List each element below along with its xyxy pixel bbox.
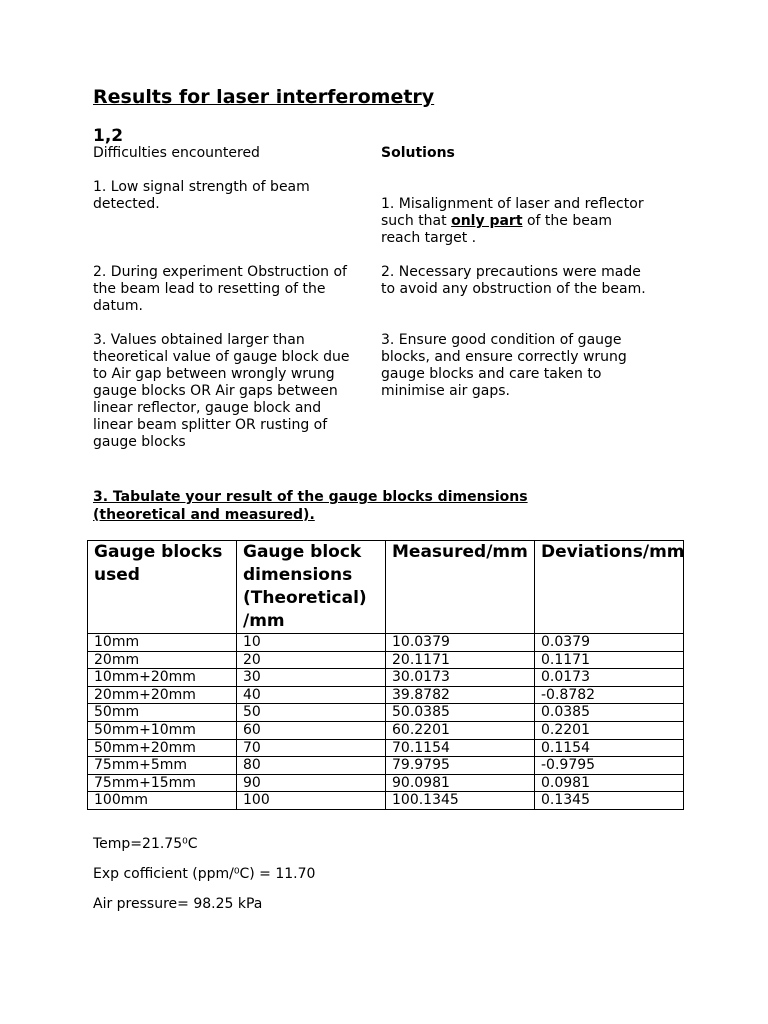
table-cell: 0.2201 [535, 721, 684, 739]
solution-item: 2. Necessary precautions were made to avoid any obstruction of the beam. [381, 264, 646, 297]
table-cell: 90 [237, 774, 386, 792]
page-title: Results for laser interferometry [93, 86, 435, 108]
table-cell: -0.9795 [535, 757, 684, 775]
table-cell: 0.1345 [535, 792, 684, 810]
solution-emphasis: only part [451, 213, 523, 229]
table-cell: 60.2201 [386, 721, 535, 739]
difficulties-header: Difficulties encountered [93, 145, 260, 161]
table-cell: 10.0379 [386, 634, 535, 652]
table-cell: 50mm [88, 704, 237, 722]
table-row [88, 739, 684, 757]
table-header-row [88, 541, 684, 634]
difficulty-item: 2. During experiment Obstruction of the beam lead to resetting of the datum. [93, 264, 347, 314]
table-cell: 0.1171 [535, 651, 684, 669]
table-heading: 3. Tabulate your result of the gauge blocks dimensions (theoretical and measured). [93, 489, 528, 523]
air-pressure: Air pressure= 98.25 kPa [93, 896, 263, 912]
column-header: Deviations/mm [535, 541, 684, 634]
table-cell: 100 [237, 792, 386, 810]
solution-text: 1. Misalignment of laser and reflector such that [381, 196, 644, 229]
table-cell: 50.0385 [386, 704, 535, 722]
table-row [88, 774, 684, 792]
table-cell: 0.1154 [535, 739, 684, 757]
table-cell: 20 [237, 651, 386, 669]
table-row [88, 757, 684, 775]
table-cell: 39.8782 [386, 686, 535, 704]
table-cell: 0.0385 [535, 704, 684, 722]
table-cell: 79.9795 [386, 757, 535, 775]
table-cell: 20mm [88, 651, 237, 669]
solution-item [381, 179, 651, 247]
table-row [88, 686, 684, 704]
column-header: Measured/mm [386, 541, 535, 634]
table-cell: 75mm+15mm [88, 774, 237, 792]
results-table [87, 540, 684, 810]
section-number: 1,2 [93, 126, 124, 146]
table-row [88, 669, 684, 687]
table-cell: 50mm+20mm [88, 739, 237, 757]
table-cell: 40 [237, 686, 386, 704]
difficulty-item: 1. Low signal strength of beam detected. [93, 179, 310, 212]
table-cell: 75mm+5mm [88, 757, 237, 775]
table-cell: 20mm+20mm [88, 686, 237, 704]
table-cell: 50 [237, 704, 386, 722]
table-row [88, 792, 684, 810]
table-row [88, 651, 684, 669]
table-cell: 70.1154 [386, 739, 535, 757]
table-cell: 30 [237, 669, 386, 687]
temperature: Temp=21.75⁰C [93, 836, 198, 852]
table-cell: 60 [237, 721, 386, 739]
solution-item: 3. Ensure good condition of gauge blocks, and ensure correctly wrung gauge blocks and care taken to minimise air gaps. [381, 332, 627, 399]
table-cell: 100mm [88, 792, 237, 810]
table-cell: 20.1171 [386, 651, 535, 669]
table-cell: 0.0981 [535, 774, 684, 792]
table-cell: 30.0173 [386, 669, 535, 687]
table-cell: 10 [237, 634, 386, 652]
table-cell: 90.0981 [386, 774, 535, 792]
table-cell: 10mm+20mm [88, 669, 237, 687]
column-header: Gauge block dimensions (Theoretical) /mm [237, 541, 386, 634]
column-header: Gauge blocks used [88, 541, 237, 634]
expansion-coefficient: Exp cofficient (ppm/⁰C) = 11.70 [93, 866, 316, 882]
table-cell: 80 [237, 757, 386, 775]
table-cell: 100.1345 [386, 792, 535, 810]
table-cell: 50mm+10mm [88, 721, 237, 739]
table-cell: 0.0379 [535, 634, 684, 652]
table-row [88, 634, 684, 652]
table-cell: -0.8782 [535, 686, 684, 704]
table-cell: 0.0173 [535, 669, 684, 687]
table-cell: 70 [237, 739, 386, 757]
table-row [88, 721, 684, 739]
difficulty-item: 3. Values obtained larger than theoretical value of gauge block due to Air gap between wrongly wrung gauge blocks OR Air gaps between linear reflector, gauge block and linear beam splitter OR rusting of gauge blocks [93, 332, 350, 450]
solutions-header: Solutions [381, 145, 455, 161]
table-cell: 10mm [88, 634, 237, 652]
solution-text: of the beam reach target . [381, 213, 613, 246]
table-row [88, 704, 684, 722]
